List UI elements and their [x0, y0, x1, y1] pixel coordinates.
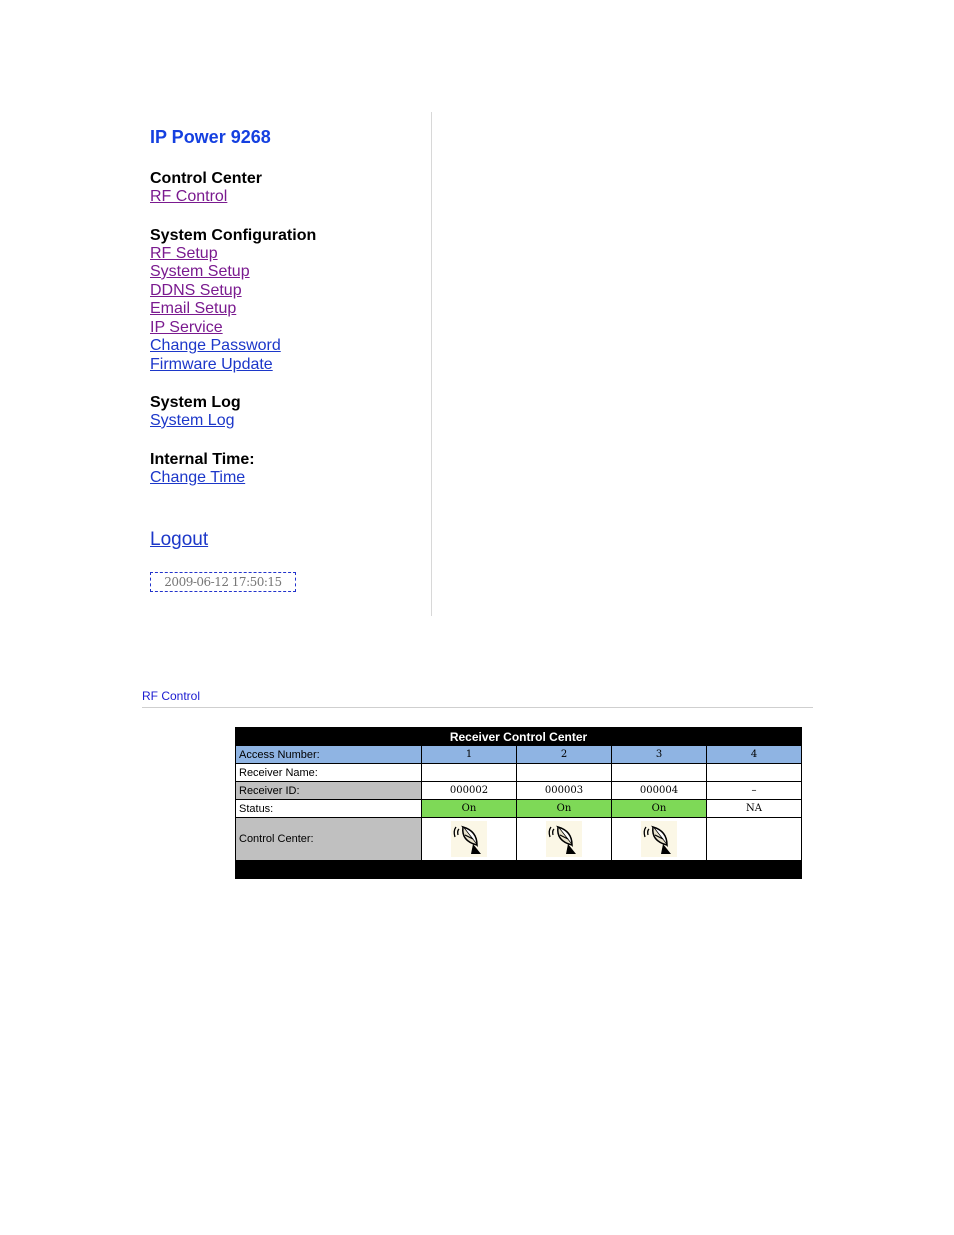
nav-link-firmware-update[interactable]: Firmware Update — [150, 355, 273, 373]
nav-link-rf-setup[interactable]: RF Setup — [150, 244, 218, 262]
nav-link-change-time[interactable]: Change Time — [150, 468, 246, 486]
row-label: Receiver Name: — [236, 764, 422, 782]
receiver-id-cell: 000003 — [517, 782, 612, 800]
row-label: Receiver ID: — [236, 782, 422, 800]
status-badge: NA — [707, 800, 802, 818]
sidebar — [150, 126, 420, 506]
receiver-name-cell — [707, 764, 802, 782]
section-system-configuration — [150, 226, 420, 375]
section-control-center — [150, 169, 420, 207]
title-divider — [142, 707, 813, 708]
row-label: Control Center: — [236, 818, 422, 861]
control-cell-empty — [707, 818, 802, 861]
section-heading: Internal Time: — [150, 450, 255, 468]
table-footer — [236, 861, 802, 879]
section-heading: System Configuration — [150, 226, 317, 244]
receiver-name-cell — [517, 764, 612, 782]
logout-link[interactable]: Logout — [150, 529, 209, 550]
satellite-dish-icon[interactable] — [641, 821, 677, 857]
access-number-cell: 2 — [517, 746, 612, 764]
row-label: Status: — [236, 800, 422, 818]
status-badge: On — [422, 800, 517, 818]
internal-clock: 2009-06-12 17:50:15 — [150, 572, 296, 592]
section-internal-time — [150, 450, 420, 488]
access-number-cell: 1 — [422, 746, 517, 764]
nav-link-change-password[interactable]: Change Password — [150, 337, 281, 354]
nav-link-rf-control[interactable]: RF Control — [150, 188, 228, 205]
nav-link-system-log[interactable]: System Log — [150, 412, 235, 429]
table-title: Receiver Control Center — [236, 728, 802, 746]
receiver-name-cell — [612, 764, 707, 782]
section-heading: System Log — [150, 394, 241, 411]
table-row-receiver-name — [236, 764, 802, 782]
receiver-control-table — [235, 727, 802, 879]
product-title: IP Power 9268 — [150, 127, 271, 147]
table-row-status — [236, 800, 802, 818]
access-number-cell: 4 — [707, 746, 802, 764]
table-row-receiver-id — [236, 782, 802, 800]
status-badge: On — [517, 800, 612, 818]
nav-link-ip-service[interactable]: IP Service — [150, 318, 223, 336]
control-cell — [422, 818, 517, 861]
satellite-dish-icon[interactable] — [451, 821, 487, 857]
status-badge: On — [612, 800, 707, 818]
sidebar-divider — [431, 112, 432, 616]
receiver-id-cell: – — [707, 782, 802, 800]
nav-link-email-setup[interactable]: Email Setup — [150, 300, 237, 317]
satellite-dish-icon[interactable] — [546, 821, 582, 857]
table-row-control-center — [236, 818, 802, 861]
receiver-id-cell: 000002 — [422, 782, 517, 800]
section-system-log — [150, 393, 420, 431]
section-heading: Control Center — [150, 170, 262, 187]
receiver-name-cell — [422, 764, 517, 782]
row-label: Access Number: — [236, 746, 422, 764]
nav-link-system-setup[interactable]: System Setup — [150, 263, 250, 280]
page-title: RF Control — [142, 689, 201, 703]
control-cell — [517, 818, 612, 861]
table-row-access-number — [236, 746, 802, 764]
access-number-cell: 3 — [612, 746, 707, 764]
receiver-id-cell: 000004 — [612, 782, 707, 800]
nav-link-ddns-setup[interactable]: DDNS Setup — [150, 281, 242, 299]
control-cell — [612, 818, 707, 861]
